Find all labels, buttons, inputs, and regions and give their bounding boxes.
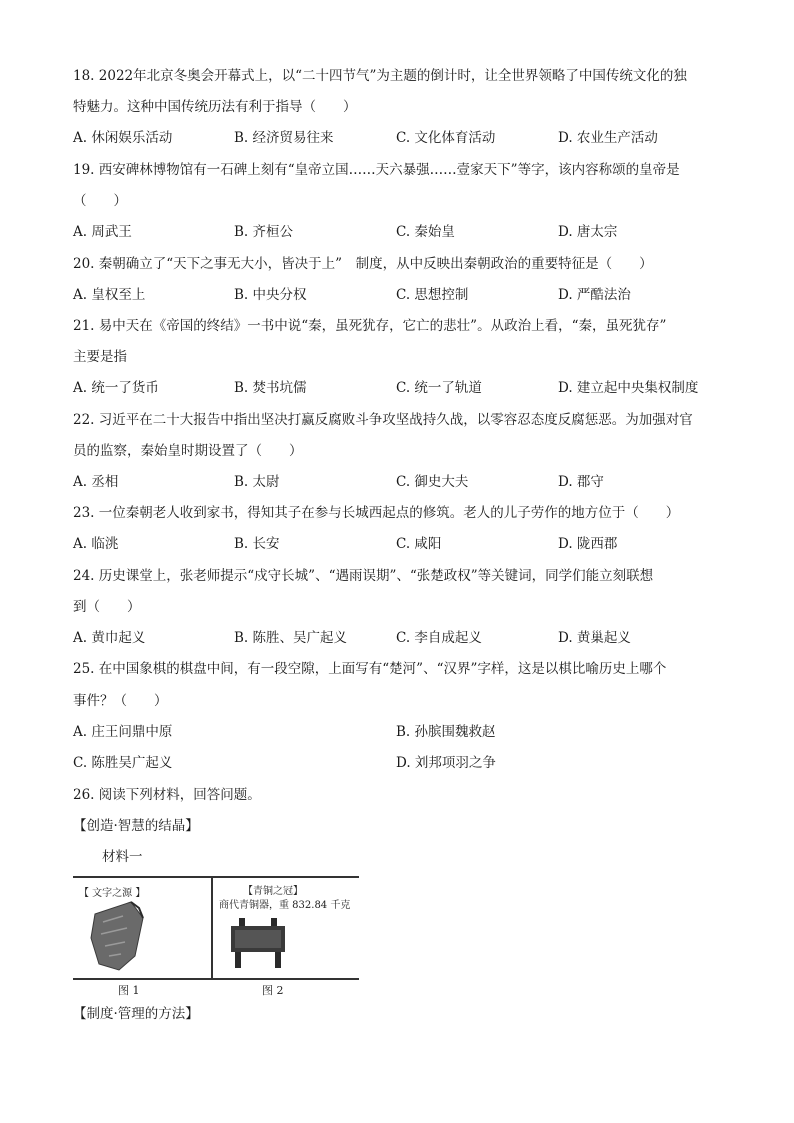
q21-stem-line1: 21. 易中天在《帝国的终结》一书中说“秦，虽死犹存，它亡的悲壮”。从政治上看，“秦，虽死犹存” (73, 318, 667, 334)
q18-stem-line2: 特魅力。这种中国传统历法有利于指导（ ） (73, 99, 357, 115)
q18-option-c: C. 文化体育活动 (396, 130, 496, 146)
figure-2-tag: 【青铜之冠】 (243, 886, 303, 897)
q23-option-d: D. 陇西郡 (558, 536, 618, 552)
q25-option-d: D. 刘邦项羽之争 (396, 755, 496, 771)
q19-option-a: A. 周武王 (73, 224, 132, 240)
q23-option-a: A. 临洮 (73, 536, 119, 552)
section-heading-system: 【制度·管理的方法】 (73, 1006, 199, 1022)
q24-stem-line2: 到（ ） (73, 599, 141, 615)
q25-stem-line2: 事件？（ ） (73, 693, 168, 709)
q20-stem-line1: 20. 秦朝确立了“天下之事无大小，皆决于上” 制度，从中反映出秦朝政治的重要特征是（ ） (73, 256, 653, 272)
material-figures (73, 876, 359, 980)
q26-stem: 26. 阅读下列材料，回答问题。 (73, 787, 261, 803)
q23-stem-line1: 23. 一位秦朝老人收到家书，得知其子在参与长城西起点的修筑。老人的儿子劳作的地方位于（ ） (73, 505, 680, 521)
oracle-bone-image (73, 878, 211, 978)
q20-option-c: C. 思想控制 (396, 287, 469, 303)
q24-option-a: A. 黄巾起义 (73, 630, 146, 646)
figure-1-tag: 【 文字之源 】 (79, 888, 146, 899)
q22-stem-line2: 员的监察，秦始皇时期设置了（ ） (73, 443, 303, 459)
q18-stem-line1: 18. 2022年北京冬奥会开幕式上，以“二十四节气”为主题的倒计时，让全世界领略了中国传统文化的独 (73, 68, 687, 84)
q24-option-d: D. 黄巢起义 (558, 630, 631, 646)
figure-2-bronze-ding (213, 878, 359, 978)
q18-option-a: A. 休闲娱乐活动 (73, 130, 173, 146)
q25-stem-line1: 25. 在中国象棋的棋盘中间，有一段空隙，上面写有“楚河”、“汉界”字样，这是以棋比喻历史上哪个 (73, 661, 667, 677)
q22-option-a: A. 丞相 (73, 474, 119, 490)
q20-option-d: D. 严酷法治 (558, 287, 631, 303)
q20-option-b: B. 中央分权 (234, 287, 307, 303)
material-one-label: 材料一 (102, 849, 143, 865)
q18-option-b: B. 经济贸易往来 (234, 130, 334, 146)
figure-2-caption: 图 2 (262, 984, 284, 997)
q22-option-b: B. 太尉 (234, 474, 280, 490)
q23-option-b: B. 长安 (234, 536, 280, 552)
q21-option-b: B. 焚书坑儒 (234, 380, 307, 396)
figure-1-caption: 图 1 (118, 984, 140, 997)
q21-option-d: D. 建立起中央集权制度 (558, 380, 699, 396)
q22-option-d: D. 郡守 (558, 474, 604, 490)
q21-option-c: C. 统一了轨道 (396, 380, 482, 396)
q25-option-b: B. 孙膑围魏救赵 (396, 724, 496, 740)
q19-stem-line1: 19. 西安碑林博物馆有一石碑上刻有“皇帝立国……天六暴强……壹家天下”等字，该内容称颂的皇帝是 (73, 162, 680, 178)
q19-option-d: D. 唐太宗 (558, 224, 618, 240)
q19-option-b: B. 齐桓公 (234, 224, 294, 240)
q22-stem-line1: 22. 习近平在二十大报告中指出坚决打赢反腐败斗争攻坚战持久战，以零容忍态度反腐惩恶。为加强对官 (73, 412, 693, 428)
q19-stem-line2: （ ） (73, 193, 127, 209)
q24-option-c: C. 李自成起义 (396, 630, 482, 646)
q23-option-c: C. 咸阳 (396, 536, 442, 552)
q21-option-a: A. 统一了货币 (73, 380, 159, 396)
figure-1-oracle-bone (73, 878, 213, 978)
q25-option-c: C. 陈胜吴广起义 (73, 755, 173, 771)
section-heading-creation: 【创造·智慧的结晶】 (73, 818, 199, 834)
bronze-ding-image (213, 878, 359, 978)
q20-option-a: A. 皇权至上 (73, 287, 146, 303)
figure-2-description: 商代青铜器，重 832.84 千克 (219, 900, 351, 911)
q18-option-d: D. 农业生产活动 (558, 130, 658, 146)
q24-stem-line1: 24. 历史课堂上，张老师提示“戍守长城”、“遇雨误期”、“张楚政权”等关键词，同学们能立刻联想 (73, 568, 654, 584)
q25-option-a: A. 庄王问鼎中原 (73, 724, 173, 740)
q24-option-b: B. 陈胜、吴广起义 (234, 630, 348, 646)
q21-stem-line2: 主要是指 (73, 349, 127, 365)
q22-option-c: C. 御史大夫 (396, 474, 469, 490)
q19-option-c: C. 秦始皇 (396, 224, 455, 240)
